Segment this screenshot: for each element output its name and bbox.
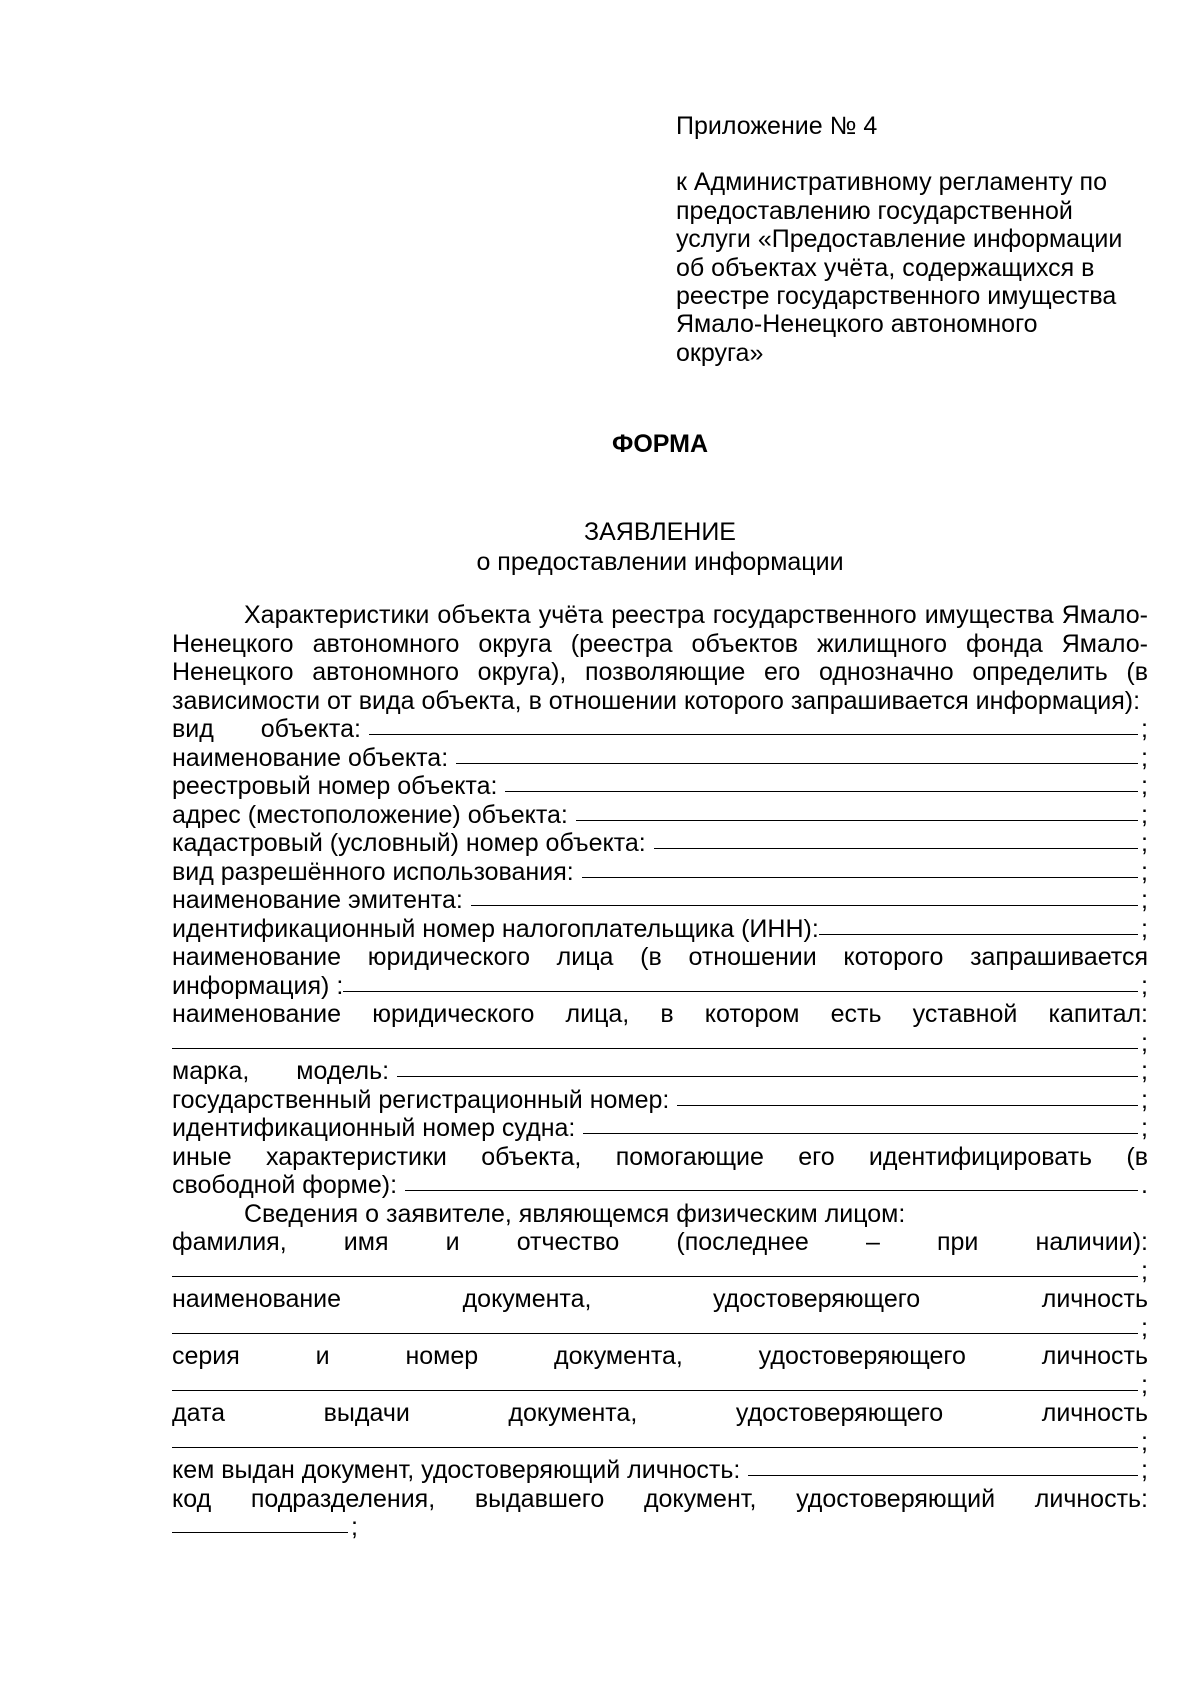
field-label: наименование юридического лица, в котором есть уставной капитал: [172,1000,1148,1028]
field-label: идентификационный номер налогоплательщика (ИНН): [172,914,819,943]
capital-entity-input[interactable] [172,1029,1138,1049]
field-label: кем выдан документ, удостоверяющий личность: [172,1456,741,1484]
field-doc-date: ; [172,1428,1148,1457]
field-label: код подразделения, выдавшего документ, удостоверяющий личность: [172,1484,1148,1513]
field-label: марка, модель: [172,1057,390,1085]
appendix-line: округа» [676,338,764,367]
field-label: свободной форме): [172,1171,398,1199]
field-object-kind: вид объекта: ; [172,715,1148,743]
appendix-number: Приложение № 4 [676,112,878,140]
field-registry-number: реестровый номер объекта: ; [172,772,1148,800]
field-label: идентификационный номер судна: [172,1114,576,1142]
field-object-name: наименование объекта: ; [172,743,1148,772]
field-issuer: наименование эмитента: ; [172,886,1148,914]
title-main: ЗАЯВЛЕНИЕ [583,518,736,546]
full-name-input[interactable] [172,1257,1138,1277]
field-label: наименование документа, удостоверяющего личность [172,1285,1148,1313]
title-sub: о предоставлении информации [476,548,844,576]
appendix-line: Ямало-Ненецкого автономного [676,310,1038,339]
field-label: наименование юридического лица (в отношении которого запрашивается [172,943,1148,971]
field-cadastral-number: кадастровый (условный) номер объекта: ; [172,829,1148,857]
other-characteristics-input[interactable] [405,1171,1138,1191]
field-label: вид разрешённого использования: [172,857,574,886]
field-doc-series: ; [172,1371,1148,1400]
field-full-name: ; [172,1257,1148,1286]
object-kind-input[interactable] [369,715,1138,735]
field-division-code: ; [172,1513,1148,1542]
legal-entity-input[interactable] [343,972,1138,992]
field-label: вид объекта: [172,715,361,743]
field-legal-entity: информация) : ; [172,971,1148,1000]
issued-by-input[interactable] [748,1456,1138,1476]
brand-model-input[interactable] [397,1057,1138,1077]
applicant-heading: Сведения о заявителе, являющемся физическим лицом: [244,1199,906,1228]
field-capital-entity: ; [172,1029,1148,1058]
field-label: государственный регистрационный номер: [172,1085,670,1114]
field-label: иные характеристики объекта, помогающие его идентифицировать (в [172,1142,1148,1171]
vessel-id-input[interactable] [583,1114,1138,1134]
document-title [0,517,1200,577]
form-body [172,601,1148,1542]
field-brand-model: марка, модель: ; [172,1057,1148,1085]
field-label: кадастровый (условный) номер объекта: [172,829,646,857]
appendix-line: услуги «Предоставление информации [676,225,1123,254]
intro-paragraph: Характеристики объекта учёта реестра государственного имущества Ямало-Ненецкого автономного округа (реестра объектов жилищного фонда Ямало-Ненецкого автономного округа), позволяющие его однозначно определить (в зависимости от вида объекта, в отношении которого запрашивается информация): [172,601,1148,715]
field-address: адрес (местоположение) объекта: ; [172,800,1148,829]
field-label: наименование эмитента: [172,886,463,914]
registry-number-input[interactable] [505,772,1138,792]
form-label: ФОРМА [611,430,708,458]
field-issued-by: кем выдан документ, удостоверяющий личность: ; [172,1456,1148,1484]
field-label: наименование объекта: [172,743,449,772]
field-label: информация) : [172,971,344,1000]
field-label: дата выдачи документа, удостоверяющего личность [172,1399,1148,1427]
permitted-use-input[interactable] [582,858,1138,878]
appendix-line: к Административному регламенту по [676,168,1107,197]
cadastral-number-input[interactable] [654,829,1138,849]
field-label: адрес (местоположение) объекта: [172,800,568,829]
field-vessel-id: идентификационный номер судна: ; [172,1114,1148,1142]
object-name-input[interactable] [456,744,1138,764]
appendix-block [676,112,1176,367]
field-doc-name: ; [172,1314,1148,1343]
field-label: серия и номер документа, удостоверяющего личность [172,1342,1148,1370]
division-code-input[interactable] [172,1513,348,1533]
appendix-line: реестре государственного имущества [676,282,1117,311]
issuer-input[interactable] [471,886,1138,906]
field-inn: идентификационный номер налогоплательщика (ИНН): ; [172,914,1148,943]
appendix-line: об объектах учёта, содержащихся в [676,253,1095,282]
field-state-reg-number: государственный регистрационный номер: ; [172,1085,1148,1114]
appendix-line: предоставлению государственной [676,196,1073,225]
doc-series-input[interactable] [172,1371,1138,1391]
doc-date-input[interactable] [172,1428,1138,1448]
field-label: реестровый номер объекта: [172,772,498,800]
field-label: фамилия, имя и отчество (последнее – при наличии): [172,1228,1148,1256]
field-other: свободной форме): . [172,1171,1148,1199]
address-input[interactable] [576,801,1138,821]
inn-input[interactable] [819,915,1138,935]
field-permitted-use: вид разрешённого использования: ; [172,857,1148,886]
doc-name-input[interactable] [172,1314,1138,1334]
state-reg-number-input[interactable] [677,1086,1138,1106]
